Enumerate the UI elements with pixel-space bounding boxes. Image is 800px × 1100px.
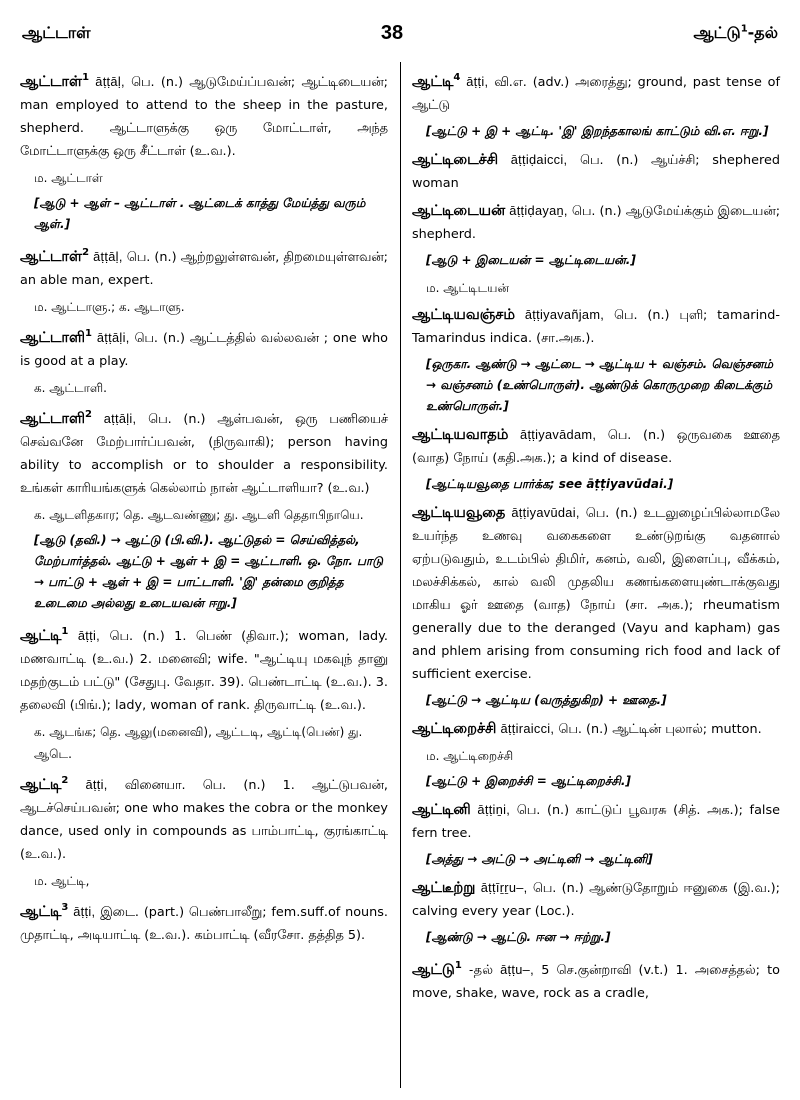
cognate-line: ம. ஆட்டாளு.; க. ஆடாளு. <box>34 300 185 314</box>
headword-sense-number: 4 <box>453 72 461 83</box>
entry-transliteration: āṭṭi, <box>466 74 489 89</box>
cognate-line: க. ஆட்டாளி. <box>34 381 107 395</box>
dictionary-entry <box>412 148 780 195</box>
dictionary-entry <box>412 199 780 246</box>
entry-headword <box>20 411 92 427</box>
entry-transliteration: āṭṭiyavañjam, <box>524 307 605 322</box>
entry-transliteration: āṭṭi, <box>85 777 108 792</box>
right-column <box>412 66 780 1009</box>
etymology-note: [ஆட்டு + இ + ஆட்டி. 'இ' இறந்தகாலங் காட்டும் வி.எ. ஈறு.] <box>426 124 769 138</box>
entry-headword <box>20 330 92 346</box>
entry-headword <box>412 152 498 168</box>
headword-text: ஆட்டிறைச்சி <box>412 721 497 737</box>
headword-text: ஆட்டியவஞ்சம் <box>412 307 516 323</box>
dictionary-entry <box>20 620 388 717</box>
headword-sense-number: 1 <box>61 626 69 637</box>
entry-headword <box>20 74 89 90</box>
page-number: 38 <box>380 21 404 44</box>
entry-headword <box>412 505 505 521</box>
headword-text: ஆட்டியவாதம் <box>412 427 509 443</box>
headword-text: ஆட்டாள் <box>20 249 83 265</box>
headword-sense-number: 2 <box>85 409 92 420</box>
entry-definition: வினையா. பெ. (n.) 1. ஆட்டுபவன், ஆடச்செய்பவன்; one who makes the cobra or the monkey dance, used only in compounds as பாம்பாட்டி, குரங்காட்டி (உ.வ.). <box>20 778 388 862</box>
headword-text: ஆட்டியவூதை <box>412 505 506 521</box>
headword-text: ஆட்டாள் <box>20 74 83 90</box>
dictionary-entry <box>20 769 388 866</box>
entry-transliteration: āṭṭiraicci, <box>500 721 555 736</box>
etymology-note: [அத்து → அட்டு → அட்டினி → ஆட்டினி] <box>426 852 653 866</box>
entry-headword <box>412 427 508 443</box>
entry-headword <box>412 203 505 219</box>
entry-transliteration: āṭṭiyavādam, <box>520 427 597 442</box>
headword-text: ஆட்டி <box>20 628 62 644</box>
dictionary-entry <box>412 66 780 117</box>
entry-definition: பெ. (n.) ஆள்பவன், ஒரு பணியைச் செவ்வனே மேற்பார்ப்பவன், (நிருவாகி); person having ability to accomplish or to shoulder a responsibility. உங்கள் காரியங்களுக் கெல்லாம் நான் ஆட்டாளியா? (உ.வ.) <box>20 412 388 496</box>
headword-sense-number: 1 <box>454 960 462 971</box>
entry-definition: பெ. (n.) புளி; tamarind-Tamarindus indica. (சா.அக.). <box>412 308 780 346</box>
dictionary-entry <box>412 876 780 923</box>
entry-definition: பெ. (n.) ஆட்டத்தில் வல்லவன் ; one who is good at a play. <box>20 331 389 369</box>
dictionary-entry <box>412 954 780 1005</box>
headword-text: ஆட்டாளி <box>20 411 86 427</box>
entry-transliteration: āṭṭīṟṟu–, <box>480 880 528 895</box>
entry-definition: பெ. (n.) ஆண்டுதோறும் ஈனுகை (இ.வ.); calving every year (Loc.). <box>412 881 780 919</box>
entry-definition: இடை. (part.) பெண்பாலீறு; fem.suff.of nouns. முதாட்டி, அடியாட்டி (உ.வ.). கம்பாட்டி (வீரசோ. தத்தித 5). <box>20 905 388 943</box>
dictionary-entry <box>20 403 388 500</box>
entry-definition: பெ. (n.) ஒருவகை ஊதை (வாத) நோய் (கதி.அக.); a kind of disease. <box>412 428 780 466</box>
headword-sense-number: 1 <box>82 72 90 83</box>
cognate-line: ம. ஆட்டிடயன் <box>426 281 510 295</box>
entry-transliteration: āṭṭāḷi, <box>96 330 130 345</box>
etymology-note: [ஆட்டியவூதை பார்க்க; see āṭṭiyavūdai.] <box>426 477 674 491</box>
headword-sense-number: 1 <box>85 328 92 339</box>
entry-definition: பெ. (n.) 1. பெண் (திவா.); woman, lady. மணவாட்டி (உ.வ.) 2. மனைவி; wife. "ஆட்டியு மகவுந் தானு மதற்குடம் பட்டு" (சேதுபு. வேதா. 39). பெண்டாட்டி (உ.வ.). 3. தலைவி (பிங்.); lady, woman of rank. திருவாட்டி (உ.வ.). <box>20 629 388 713</box>
entry-transliteration: āṭṭāḷ, <box>95 74 125 89</box>
cognate-line: ம. ஆட்டிறைச்சி <box>426 749 514 763</box>
entry-transliteration: aṭṭāḷi, <box>103 411 137 426</box>
cognate-line: ம. ஆட்டாள் <box>34 171 103 185</box>
headword-text: ஆட்டிடைச்சி <box>412 152 499 168</box>
headword-text: ஆட்டி <box>20 777 62 793</box>
dictionary-entry <box>20 241 388 292</box>
header-left-headword: ஆட்டாள் <box>22 22 91 42</box>
dictionary-entry <box>20 896 388 947</box>
headword-text: ஆட்டி <box>20 904 62 920</box>
headword-sense-number: 3 <box>61 902 69 913</box>
entry-headword <box>412 721 496 737</box>
entry-headword <box>20 904 68 920</box>
entry-definition: பெ. (n.) ஆட்டின் புலால்; mutton. <box>558 722 762 737</box>
headword-text: ஆட்டினி <box>412 802 471 818</box>
headword-text: ஆட்டு <box>412 962 455 978</box>
etymology-note: [ஆண்டு → ஆட்டு. ஈன → ஈற்று.] <box>426 930 611 944</box>
etymology-note: [ஒருகா. ஆண்டு → ஆட்டை → ஆட்டிய + வஞ்சம். வெஞ்சனம் → வஞ்சனம் (உண்பொருள்). ஆண்டுக் கொருமுறை கிடைக்கும் உண்பொருள்.] <box>426 357 773 413</box>
etymology-note: [ஆடு (தவி.) → ஆட்டு (பி.வி.). ஆட்டுதல் = செய்வித்தல், மேற்பார்த்தல். ஆட்டு + ஆள் + இ = ஆட்டாளி. ஒ. நோ. பாடு → பாட்டு + ஆள் + இ = பாட்டாளி. 'இ' தன்மை குறித்த உடைமை அல்லது உடையவன் ஈறு.] <box>34 533 383 610</box>
dictionary-entry <box>20 322 388 373</box>
headword-sense-number: 2 <box>82 247 90 258</box>
entry-headword <box>412 802 471 818</box>
headword-text: ஆட்டிடையன் <box>412 203 506 219</box>
entry-headword <box>412 74 460 90</box>
entry-transliteration: -தல் āṭṭu–, <box>469 962 534 977</box>
header-right-headword: ஆட்டு$^1$-தல் <box>693 22 778 42</box>
entry-transliteration: āṭṭi, <box>77 628 101 643</box>
dictionary-entry <box>412 798 780 845</box>
dictionary-entry <box>20 66 388 163</box>
entry-headword <box>412 880 475 896</box>
etymology-note: [ஆட்டு → ஆட்டிய (வருத்துகிற) + ஊதை.] <box>426 693 667 707</box>
entry-headword <box>412 307 515 323</box>
cognate-line: க. ஆடளிதகார; தெ. ஆடவண்ணு; து. ஆடளி தெதாபிநாயெ. <box>34 508 364 522</box>
dictionary-entry <box>412 423 780 470</box>
entry-headword <box>412 962 462 978</box>
entry-definition: 5 செ.குன்றாவி (v.t.) 1. அசைத்தல்; to move, shake, wave, rock as a cradle, <box>412 963 780 1001</box>
headword-text: ஆட்டி <box>412 74 454 90</box>
page-header <box>22 18 778 48</box>
entry-definition: பெ. (n.) ஆய்ச்சி; shephered woman <box>412 153 780 191</box>
headword-text: ஆட்டீற்று <box>412 880 476 896</box>
entry-definition: பெ. (n.) ஆடுமேய்க்கும் இடையன்; shepherd. <box>412 204 781 242</box>
left-column <box>20 66 388 951</box>
dictionary-entry <box>412 717 780 741</box>
etymology-note: [ஆடு + ஆள் – ஆட்டாள் . ஆட்டைக் காத்து மேய்த்து வரும் ஆள்.] <box>34 196 366 231</box>
etymology-note: [ஆடு + இடையன் = ஆட்டிடையன்.] <box>426 253 636 267</box>
dictionary-entry <box>412 303 780 350</box>
entry-transliteration: āṭṭi, <box>73 904 96 919</box>
entry-headword <box>20 628 68 644</box>
cognate-line: க. ஆடங்க; தெ. ஆலு(மனைவி), ஆட்டடி, ஆட்டி(பெண்) து. ஆடெ. <box>34 725 363 761</box>
entry-definition: பெ. (n.) உடலுழைப்பில்லாமலே உயர்ந்த உணவு வகைகளை உண்டுறங்கு வதனால் ஏற்படுவதும், உடம்பில் திமிர், கனம், வலி, இளைப்பு, வீக்கம், மலச்சிக்கல், கால் வலி முதலிய கணங்களையுண்டாக்குவது மாகிய ஓர் ஊதை (வாத) நோய் (சா. அக.); rheumatism generally due to the deranged (Vayu and kapham) gas and phlem arising from consuming rich food and lack of sufficient exercise. <box>412 506 780 682</box>
entry-headword <box>20 777 68 793</box>
entry-transliteration: āṭṭiḍayaṉ, <box>509 203 568 218</box>
entry-definition: பெ. (n.) காட்டுப் பூவரசு (சித். அக.); false fern tree. <box>412 803 781 841</box>
entry-transliteration: āṭṭiṉi, <box>477 802 511 817</box>
entry-definition: பெ. (n.) ஆற்றலுள்ளவன், திறமையுள்ளவன்; an able man, expert. <box>20 250 388 288</box>
etymology-note: [ஆட்டு + இறைச்சி = ஆட்டிறைச்சி.] <box>426 774 631 788</box>
column-divider <box>400 62 401 1088</box>
entry-definition: வி.எ. (adv.) அரைத்து; ground, past tense of ஆட்டு <box>412 75 780 113</box>
entry-transliteration: āṭṭāḷ, <box>93 249 123 264</box>
headword-text: ஆட்டாளி <box>20 330 86 346</box>
entry-transliteration: āṭṭiḍaicci, <box>510 152 568 167</box>
cognate-line: ம. ஆட்டி, <box>34 874 90 888</box>
entry-transliteration: āṭṭiyavūdai, <box>511 505 580 520</box>
entry-headword <box>20 249 89 265</box>
headword-sense-number: 2 <box>61 775 69 786</box>
entry-definition: பெ. (n.) ஆடுமேய்ப்பவன்; ஆட்டிடையன்; man employed to attend to the sheep in the pasture, shepherd. ஆட்டாளுக்கு ஒரு மோட்டாள், அந்த மோட்டாளுக்கு ஒரு சீட்டாள் (உ.வ.). <box>20 75 388 159</box>
dictionary-entry <box>412 501 780 686</box>
